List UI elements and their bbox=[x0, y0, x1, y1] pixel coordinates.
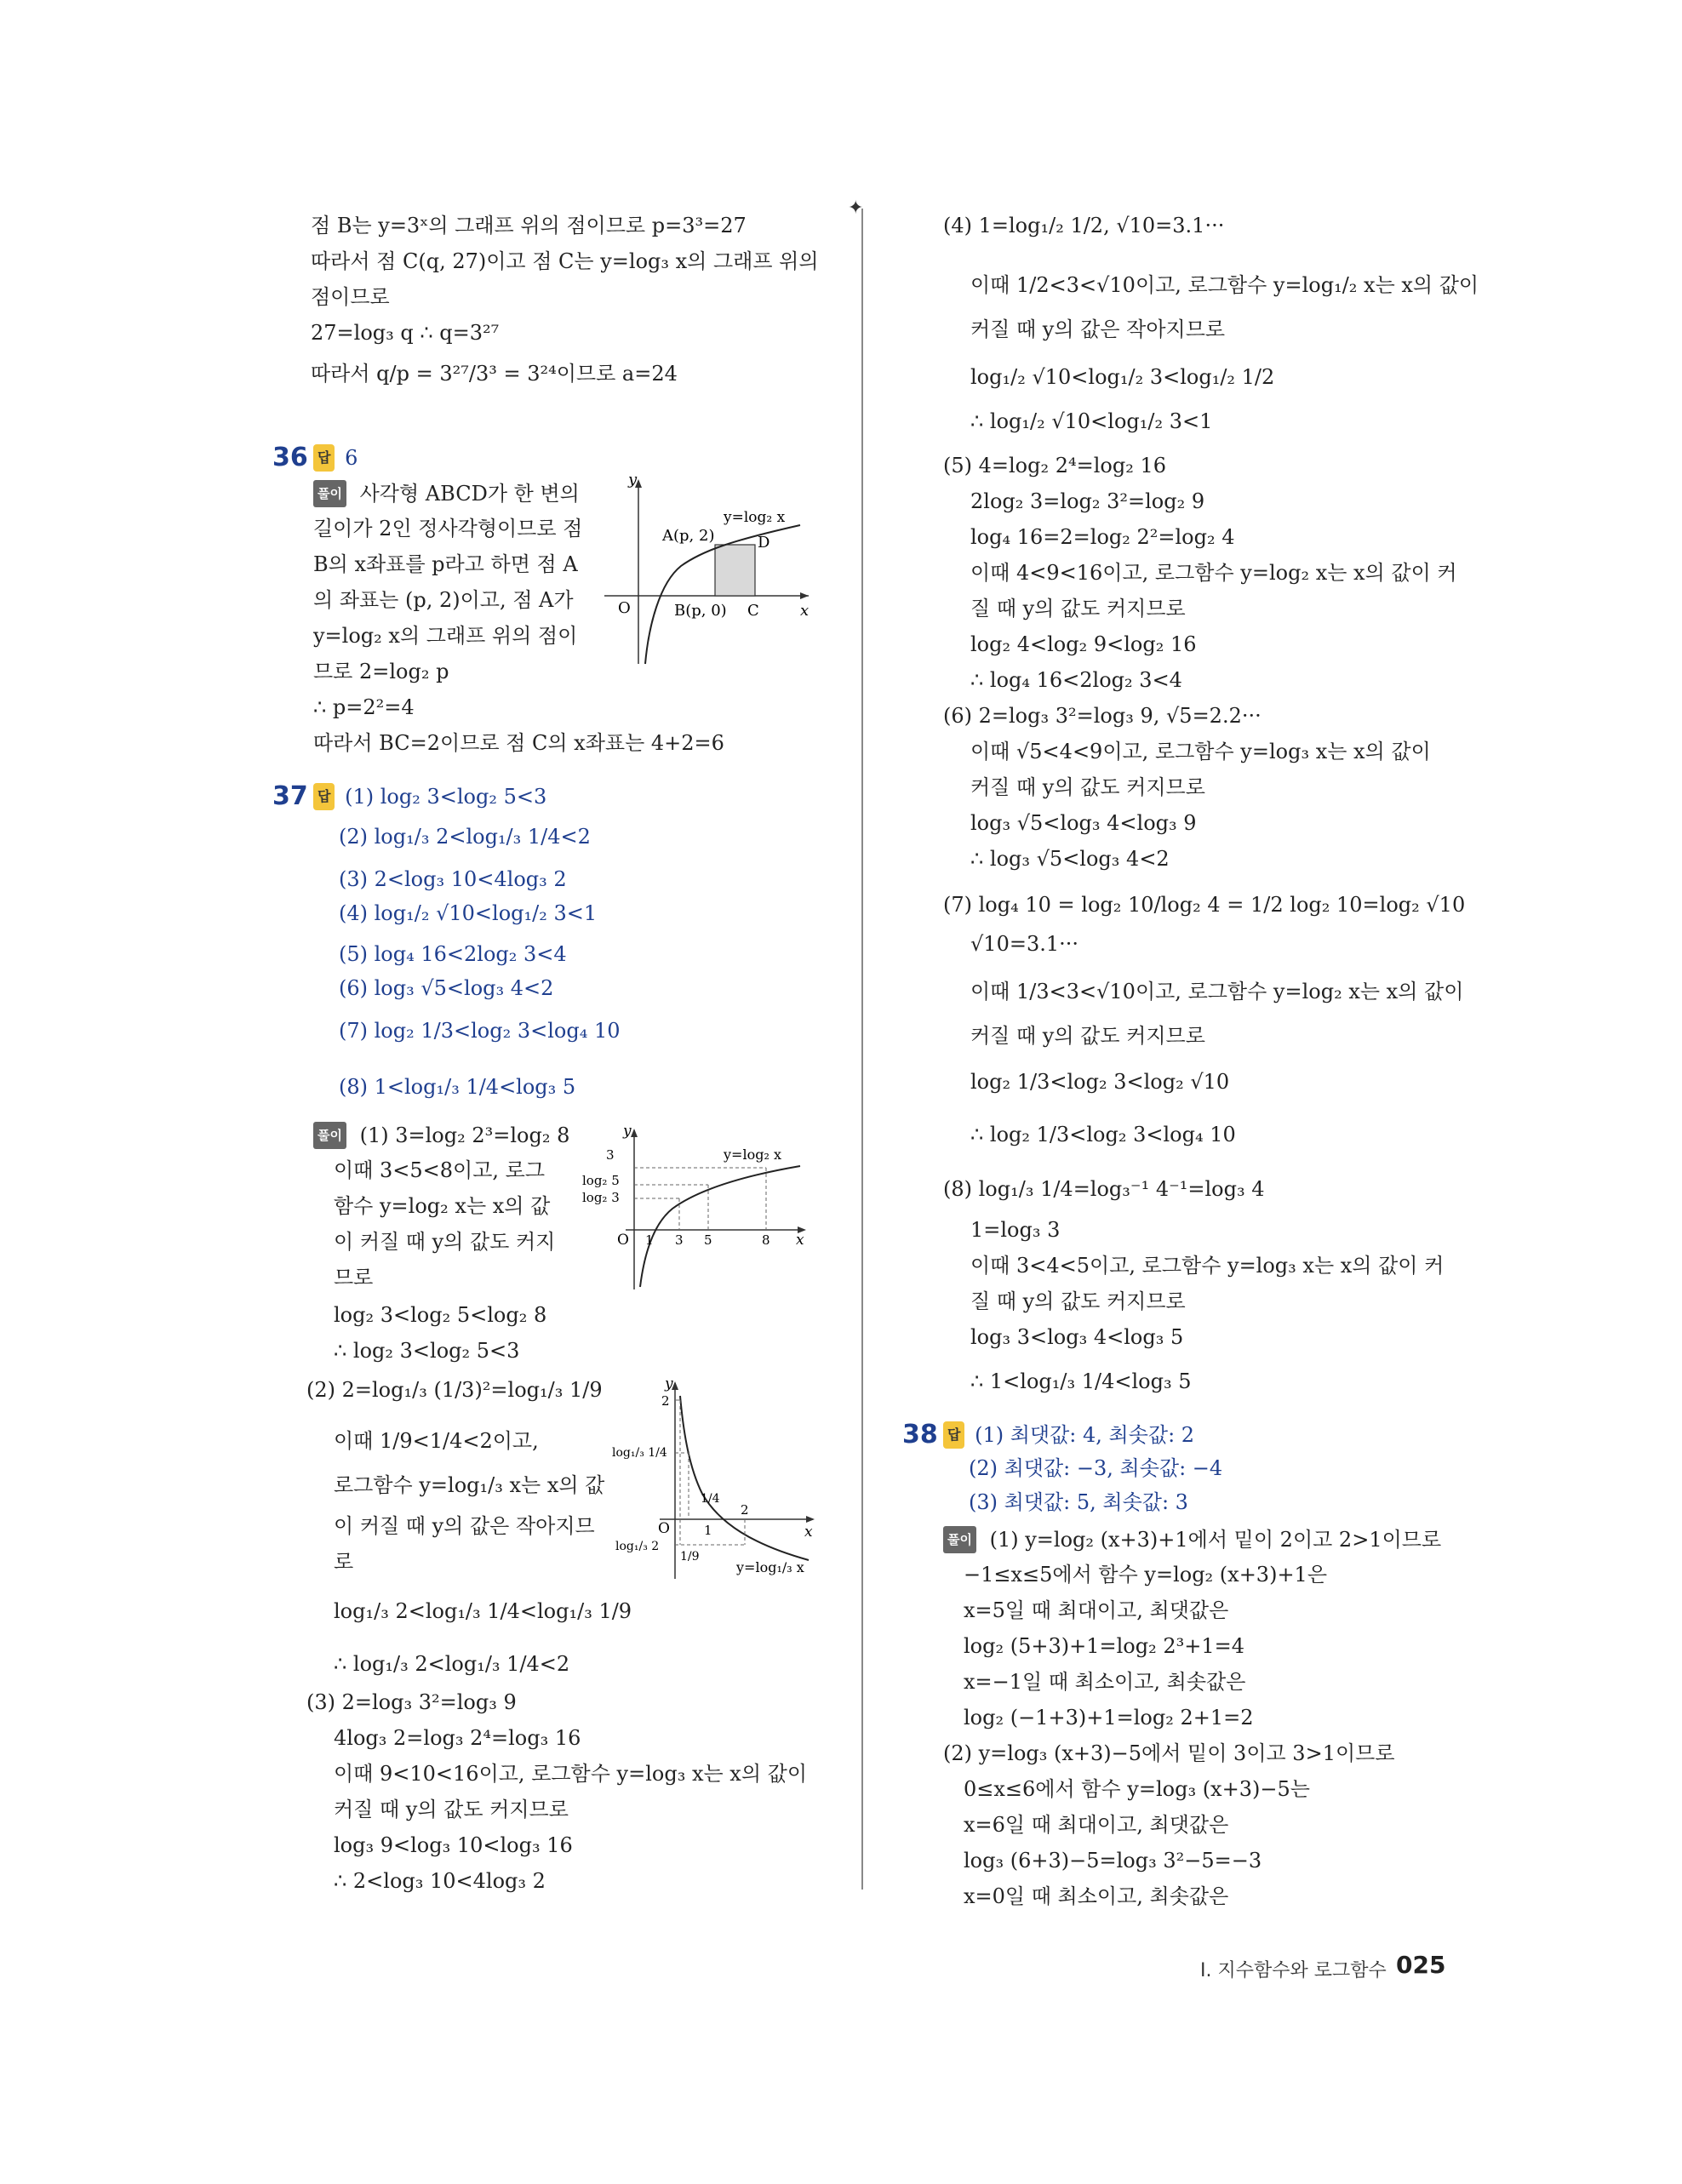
solution-line: log₂ 1/3<log₂ 3<log₂ √10 bbox=[970, 1070, 1230, 1094]
y-arrow-icon bbox=[631, 1129, 638, 1137]
solution-line: ∴ log₁/₂ √10<log₁/₂ 3<1 bbox=[970, 409, 1213, 433]
solution-line: ∴ p=2²=4 bbox=[313, 695, 415, 719]
solution-line: x=6일 때 최대이고, 최댓값은 bbox=[964, 1813, 1229, 1837]
solution-line bbox=[313, 1122, 569, 1149]
answer-line bbox=[943, 1421, 1194, 1449]
answer-badge: 답 bbox=[313, 444, 335, 472]
point-d-label: D bbox=[758, 534, 770, 552]
solution-line: 2log₂ 3=log₂ 3²=log₂ 9 bbox=[970, 489, 1205, 513]
answer-line: (2) 최댓값: −3, 최솟값: −4 bbox=[969, 1456, 1223, 1480]
x-tick: 1/4 bbox=[701, 1492, 720, 1506]
answer-line: (5) log₄ 16<2log₂ 3<4 bbox=[339, 942, 567, 966]
solution-line: ∴ 2<log₃ 10<4log₃ 2 bbox=[334, 1869, 546, 1893]
solution-line bbox=[943, 1526, 1441, 1553]
y-tick: log₂ 3 bbox=[582, 1190, 620, 1205]
solution-line: 4log₃ 2=log₃ 2⁴=log₃ 16 bbox=[334, 1726, 581, 1750]
answer-line: (3) 최댓값: 5, 최솟값: 3 bbox=[969, 1490, 1188, 1514]
solution-line: 커질 때 y의 값도 커지므로 bbox=[970, 775, 1205, 799]
point-b-label: B(p, 0) bbox=[674, 602, 727, 620]
origin-label: O bbox=[618, 599, 631, 617]
solution-line: 커질 때 y의 값은 작아지므로 bbox=[970, 317, 1226, 341]
x-label: x bbox=[804, 1524, 813, 1541]
solution-line: log₁/₃ 2<log₁/₃ 1/4<log₁/₃ 1/9 bbox=[334, 1599, 632, 1623]
intro-line: 점이므로 bbox=[311, 285, 390, 309]
intro-line: 따라서 점 C(q, 27)이고 점 C는 y=log₃ x의 그래프 위의 bbox=[311, 249, 819, 273]
y-label: y bbox=[623, 1123, 632, 1140]
solution-line: (2) 2=log₁/₃ (1/3)²=log₁/₃ 1/9 bbox=[306, 1378, 603, 1402]
x-arrow-icon bbox=[806, 1516, 815, 1523]
solution-line: 의 좌표는 (p, 2)이고, 점 A가 bbox=[313, 588, 574, 612]
origin-label: O bbox=[658, 1520, 670, 1537]
answer-line: (6) log₃ √5<log₃ 4<2 bbox=[339, 976, 554, 1000]
solution-line: log₂ 3<log₂ 5<log₂ 8 bbox=[334, 1303, 547, 1327]
log-curve bbox=[680, 1396, 809, 1560]
solution-line: 질 때 y의 값도 커지므로 bbox=[970, 597, 1186, 620]
origin-label: O bbox=[617, 1232, 629, 1249]
y-tick: log₂ 5 bbox=[582, 1173, 620, 1188]
solution-line: (2) y=log₃ (x+3)−5에서 밑이 3이고 3>1이므로 bbox=[943, 1741, 1395, 1765]
question-number: 36 bbox=[272, 443, 308, 472]
y-label: y bbox=[665, 1375, 673, 1392]
solution-line: 커질 때 y의 값도 커지므로 bbox=[334, 1798, 569, 1821]
solution-line: ∴ log₂ 3<log₂ 5<3 bbox=[334, 1339, 520, 1363]
solution-line: x=5일 때 최대이고, 최댓값은 bbox=[964, 1598, 1229, 1622]
x-arrow-icon bbox=[800, 592, 809, 599]
x-tick: 1/9 bbox=[680, 1550, 700, 1564]
solution-line: 이때 √5<4<9이고, 로그함수 y=log₃ x는 x의 값이 bbox=[970, 740, 1431, 763]
solution-line: 이때 1/2<3<√10이고, 로그함수 y=log₁/₂ x는 x의 값이 bbox=[970, 273, 1479, 297]
intro-line: 27=log₃ q ∴ q=3²⁷ bbox=[311, 321, 500, 345]
y-tick: 3 bbox=[606, 1147, 615, 1163]
solution-line: (7) log₄ 10 = log₂ 10/log₂ 4 = 1/2 log₂ 10=log₂ √10 bbox=[943, 893, 1466, 917]
answer-line: (3) 2<log₃ 10<4log₃ 2 bbox=[339, 867, 567, 891]
solution-line: ∴ 1<log₁/₃ 1/4<log₃ 5 bbox=[970, 1369, 1192, 1393]
solution-line: 이때 1/9<1/4<2이고, bbox=[334, 1429, 539, 1453]
solution-badge: 풀이 bbox=[313, 1122, 346, 1149]
page-number: 025 bbox=[1396, 1951, 1446, 1979]
solution-line: ∴ log₄ 16<2log₂ 3<4 bbox=[970, 668, 1182, 692]
solution-line: (4) 1=log₁/₂ 1/2, √10=3.1··· bbox=[943, 214, 1225, 237]
solution-line: 1=log₃ 3 bbox=[970, 1218, 1061, 1242]
solution-badge: 풀이 bbox=[943, 1526, 976, 1553]
solution-line: 이때 1/3<3<√10이고, 로그함수 y=log₂ x는 x의 값이 bbox=[970, 980, 1464, 1003]
solution-line: 커질 때 y의 값도 커지므로 bbox=[970, 1024, 1205, 1048]
solution-line: log₃ 9<log₃ 10<log₃ 16 bbox=[334, 1833, 573, 1857]
solution-line: 이때 9<10<16이고, 로그함수 y=log₃ x는 x의 값이 bbox=[334, 1762, 808, 1786]
y-label: y bbox=[628, 472, 638, 489]
intro-line: 따라서 q/p = 3²⁷/3³ = 3²⁴이므로 a=24 bbox=[311, 362, 678, 386]
answer-line bbox=[313, 783, 546, 810]
x-tick: 5 bbox=[704, 1232, 712, 1248]
answer-line: (7) log₂ 1/3<log₂ 3<log₄ 10 bbox=[339, 1019, 621, 1043]
graph-q36 bbox=[596, 472, 817, 672]
solution-line: 로 bbox=[334, 1550, 354, 1574]
solution-line: 이때 4<9<16이고, 로그함수 y=log₂ x는 x의 값이 커 bbox=[970, 561, 1457, 585]
solution-text: (1) y=log₂ (x+3)+1에서 밑이 2이고 2>1이므로 bbox=[989, 1528, 1442, 1552]
solution-line: log₃ (6+3)−5=log₃ 3²−5=−3 bbox=[964, 1849, 1262, 1872]
solution-line: 이 커질 때 y의 값도 커지 bbox=[334, 1230, 556, 1254]
solution-line: 따라서 BC=2이므로 점 C의 x좌표는 4+2=6 bbox=[313, 731, 724, 755]
intro-line: 점 B는 y=3ˣ의 그래프 위의 점이므로 p=3³=27 bbox=[311, 214, 747, 237]
answer-value: (1) log₂ 3<log₂ 5<3 bbox=[345, 785, 547, 809]
solution-line: x=0일 때 최소이고, 최솟값은 bbox=[964, 1884, 1229, 1908]
graph-q37-1 bbox=[579, 1123, 817, 1294]
solution-line: 이때 3<4<5이고, 로그함수 y=log₃ x는 x의 값이 커 bbox=[970, 1254, 1445, 1278]
point-a-label: A(p, 2) bbox=[662, 527, 715, 545]
log-curve bbox=[640, 1166, 800, 1287]
solution-line: 0≤x≤6에서 함수 y=log₃ (x+3)−5는 bbox=[964, 1777, 1310, 1801]
x-label: x bbox=[800, 602, 810, 620]
solution-line: 이때 3<5<8이고, 로그 bbox=[334, 1158, 546, 1182]
curve-label: y=log₁/₃ x bbox=[736, 1559, 804, 1575]
solution-line: log₂ (5+3)+1=log₂ 2³+1=4 bbox=[964, 1634, 1244, 1658]
curve-label: y=log₂ x bbox=[724, 509, 786, 526]
solution-line: 길이가 2인 정사각형이므로 점 bbox=[313, 517, 583, 540]
chapter-label: Ⅰ. 지수함수와 로그함수 bbox=[1200, 1960, 1387, 1981]
x-tick: 2 bbox=[741, 1502, 749, 1518]
solution-badge: 풀이 bbox=[313, 480, 346, 507]
solution-line: 므로 2=log₂ p bbox=[313, 660, 449, 683]
question-number: 38 bbox=[902, 1420, 938, 1449]
solution-line: log₁/₂ √10<log₁/₂ 3<log₁/₂ 1/2 bbox=[970, 365, 1275, 389]
x-tick: 1 bbox=[704, 1523, 712, 1538]
answer-value: 6 bbox=[345, 446, 358, 470]
answer-badge: 답 bbox=[943, 1421, 964, 1449]
solution-line: 함수 y=log₂ x는 x의 값 bbox=[334, 1194, 551, 1218]
square-abcd bbox=[715, 545, 755, 596]
answer-line: (2) log₁/₃ 2<log₁/₃ 1/4<2 bbox=[339, 825, 591, 849]
solution-line: log₄ 16=2=log₂ 2²=log₂ 4 bbox=[970, 525, 1235, 549]
graph-q37-2 bbox=[609, 1375, 817, 1587]
solution-line: 로그함수 y=log₁/₃ x는 x의 값 bbox=[334, 1473, 605, 1497]
solution-line: (6) 2=log₃ 3²=log₃ 9, √5=2.2··· bbox=[943, 704, 1262, 728]
point-c-label: C bbox=[747, 602, 759, 620]
solution-line: log₃ 3<log₃ 4<log₃ 5 bbox=[970, 1325, 1184, 1349]
solution-line: 이 커질 때 y의 값은 작아지므 bbox=[334, 1514, 595, 1538]
answer-badge: 답 bbox=[313, 783, 335, 810]
column-divider bbox=[861, 209, 863, 1890]
solution-line: (8) log₁/₃ 1/4=log₃⁻¹ 4⁻¹=log₃ 4 bbox=[943, 1177, 1265, 1201]
y-tick: log₁/₃ 2 bbox=[615, 1540, 660, 1553]
solution-line: 질 때 y의 값도 커지므로 bbox=[970, 1289, 1186, 1313]
solution-text: 사각형 ABCD가 한 변의 bbox=[359, 482, 580, 506]
curve-label: y=log₂ x bbox=[724, 1146, 781, 1163]
solution-line: (5) 4=log₂ 2⁴=log₂ 16 bbox=[943, 454, 1167, 477]
solution-line: B의 x좌표를 p라고 하면 점 A bbox=[313, 552, 578, 576]
solution-text: (1) 3=log₂ 2³=log₂ 8 bbox=[359, 1123, 570, 1147]
question-number: 37 bbox=[272, 781, 308, 811]
solution-line: log₂ (−1+3)+1=log₂ 2+1=2 bbox=[964, 1706, 1254, 1729]
answer-value: (1) 최댓값: 4, 최솟값: 2 bbox=[975, 1423, 1195, 1447]
answer-line: (4) log₁/₂ √10<log₁/₂ 3<1 bbox=[339, 901, 598, 925]
y-tick: log₁/₃ 1/4 bbox=[612, 1446, 667, 1460]
answer-line bbox=[313, 444, 358, 472]
solution-line: √10=3.1··· bbox=[970, 932, 1078, 956]
answer-line: (8) 1<log₁/₃ 1/4<log₃ 5 bbox=[339, 1075, 576, 1099]
solution-line bbox=[313, 480, 580, 507]
x-tick: 1 bbox=[645, 1232, 654, 1248]
x-tick: 3 bbox=[675, 1232, 684, 1248]
solution-line: ∴ log₁/₃ 2<log₁/₃ 1/4<2 bbox=[334, 1652, 570, 1676]
y-tick: 2 bbox=[661, 1393, 670, 1409]
x-label: x bbox=[796, 1232, 804, 1249]
solution-line: y=log₂ x의 그래프 위의 점이 bbox=[313, 624, 578, 648]
solution-line: −1≤x≤5에서 함수 y=log₂ (x+3)+1은 bbox=[964, 1563, 1328, 1587]
solution-line: ∴ log₂ 1/3<log₂ 3<log₄ 10 bbox=[970, 1123, 1236, 1146]
solution-line: (3) 2=log₃ 3²=log₃ 9 bbox=[306, 1690, 517, 1714]
solution-line: x=−1일 때 최소이고, 최솟값은 bbox=[964, 1670, 1246, 1694]
solution-line: ∴ log₃ √5<log₃ 4<2 bbox=[970, 847, 1170, 871]
x-tick: 8 bbox=[762, 1232, 770, 1248]
solution-line: 므로 bbox=[334, 1266, 374, 1289]
solution-line: log₃ √5<log₃ 4<log₃ 9 bbox=[970, 811, 1197, 835]
solution-line: log₂ 4<log₂ 9<log₂ 16 bbox=[970, 632, 1197, 656]
divider-ornament-icon: ✦ bbox=[848, 197, 864, 219]
